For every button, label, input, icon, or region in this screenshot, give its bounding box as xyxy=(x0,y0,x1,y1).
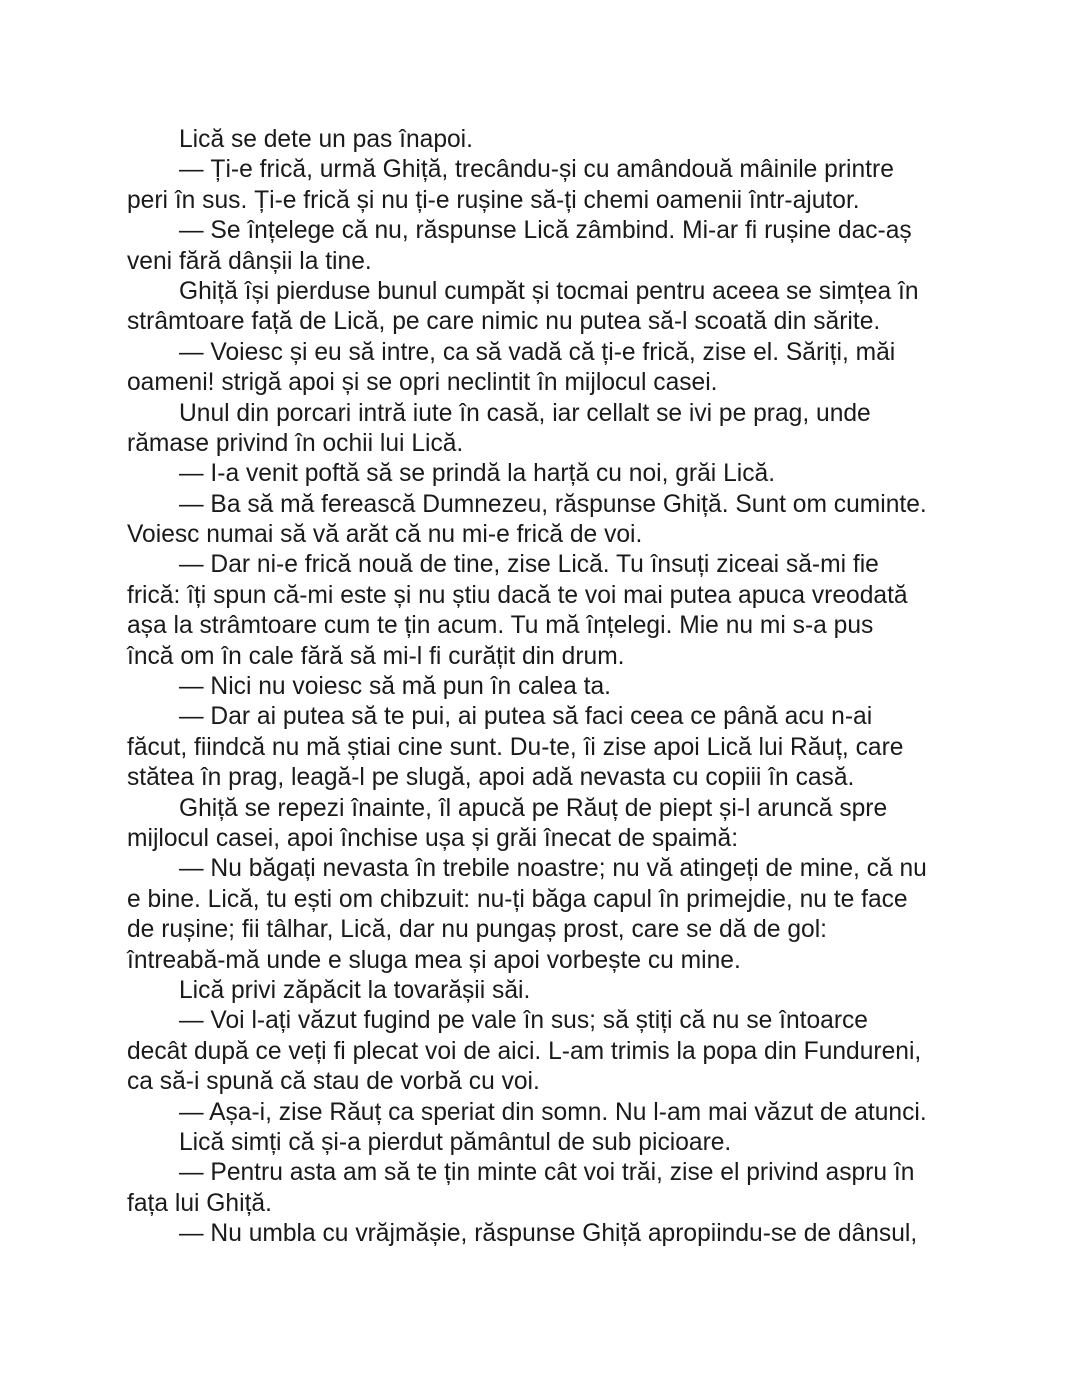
text-line: decât după ce veți fi plecat voi de aici. L-am trimis la popa din Fundureni, xyxy=(127,1037,922,1065)
document-page xyxy=(127,125,957,1249)
text-line: fața lui Ghiță. xyxy=(127,1189,272,1217)
text-line: — Voi l-ați văzut fugind pe vale în sus; să știți că nu se întoarce xyxy=(179,1007,868,1035)
text-line: Voiesc numai să vă arăt că nu mi-e frică de voi. xyxy=(127,521,643,549)
text-line: de rușine; fii tâlhar, Lică, dar nu pungaș prost, care se dă de gol: xyxy=(127,916,827,944)
text-line: Lică privi zăpăcit la tovarășii săi. xyxy=(179,976,531,1004)
text-line: Lică se dete un pas înapoi. xyxy=(179,126,473,153)
text-line: Ghiță se repezi înainte, îl apucă pe Răuț de piept și-l aruncă spre xyxy=(179,794,888,822)
text-line: ca să-i spună că stau de vorbă cu voi. xyxy=(127,1068,540,1096)
text-line: veni fără dânșii la tine. xyxy=(127,247,372,275)
text-line: Ghiță își pierduse bunul cumpăt și tocmai pentru aceea se simțea în xyxy=(179,277,919,305)
text-line: Lică simți că și-a pierdut pământul de sub picioare. xyxy=(179,1128,732,1156)
text-line: stătea în prag, leagă-l pe slugă, apoi adă nevasta cu copiii în casă. xyxy=(127,764,855,792)
text-line: — Nu umbla cu vrăjmășie, răspunse Ghiță apropiindu-se de dânsul, xyxy=(179,1220,918,1248)
text-line: întreabă-mă unde e sluga mea și apoi vorbește cu mine. xyxy=(127,946,741,974)
text-line: făcut, fiindcă nu mă știai cine sunt. Du-te, îi zise apoi Lică lui Răuț, care xyxy=(127,733,904,761)
text-line: peri în sus. Ți-e frică și nu ți-e rușine să-ți chemi oamenii într-ajutor. xyxy=(127,186,860,214)
text-line: — Nu băgați nevasta în trebile noastre; nu vă atingeți de mine, că nu xyxy=(179,855,927,883)
text-line: — Nici nu voiesc să mă pun în calea ta. xyxy=(179,673,611,701)
text-line: — Pentru asta am să te țin minte cât voi trăi, zise el privind aspru în xyxy=(179,1159,915,1187)
text-line: oameni! strigă apoi și se opri neclintit în mijlocul casei. xyxy=(127,369,718,397)
text-line: — Voiesc și eu să intre, ca să vadă că ți-e frică, zise el. Săriți, măi xyxy=(179,338,896,366)
text-line: — I-a venit poftă să se prindă la harță cu noi, grăi Lică. xyxy=(179,460,776,488)
text-line: strâmtoare față de Lică, pe care nimic nu putea să-l scoată din sărite. xyxy=(127,308,881,336)
text-line: rămase privind în ochii lui Lică. xyxy=(127,429,464,457)
text-line: așa la strâmtoare cum te țin acum. Tu mă înțelegi. Mie nu mi s-a pus xyxy=(127,612,874,640)
text-line: mijlocul casei, apoi închise ușa și grăi înecat de spaimă: xyxy=(127,824,739,852)
text-line: — Dar ai putea să te pui, ai putea să faci ceea ce până acu n-ai xyxy=(179,703,873,731)
text-line: Unul din porcari intră iute în casă, iar cellalt se ivi pe prag, unde xyxy=(179,399,871,427)
text-line: — Ți-e frică, urmă Ghiță, trecându-și cu amândouă mâinile printre xyxy=(179,156,894,184)
text-line: — Așa-i, zise Răuț ca speriat din somn. Nu l-am mai văzut de atunci. xyxy=(179,1098,927,1126)
text-line: frică: îți spun că-mi este și nu știu dacă te voi mai putea apuca vreodată xyxy=(127,581,908,609)
text-line: — Se înțelege că nu, răspunse Lică zâmbind. Mi-ar fi rușine dac-aș xyxy=(179,217,912,245)
text-line: — Ba să mă ferească Dumnezeu, răspunse Ghiță. Sunt om cuminte. xyxy=(179,490,927,518)
text-line: e bine. Lică, tu ești om chibzuit: nu-ți băga capul în primejdie, nu te face xyxy=(127,885,908,913)
text-line: încă om în cale fără să mi-l fi curățit din drum. xyxy=(127,642,625,670)
text-line: — Dar ni-e frică nouă de tine, zise Lică. Tu însuți ziceai să-mi fie xyxy=(179,551,879,579)
